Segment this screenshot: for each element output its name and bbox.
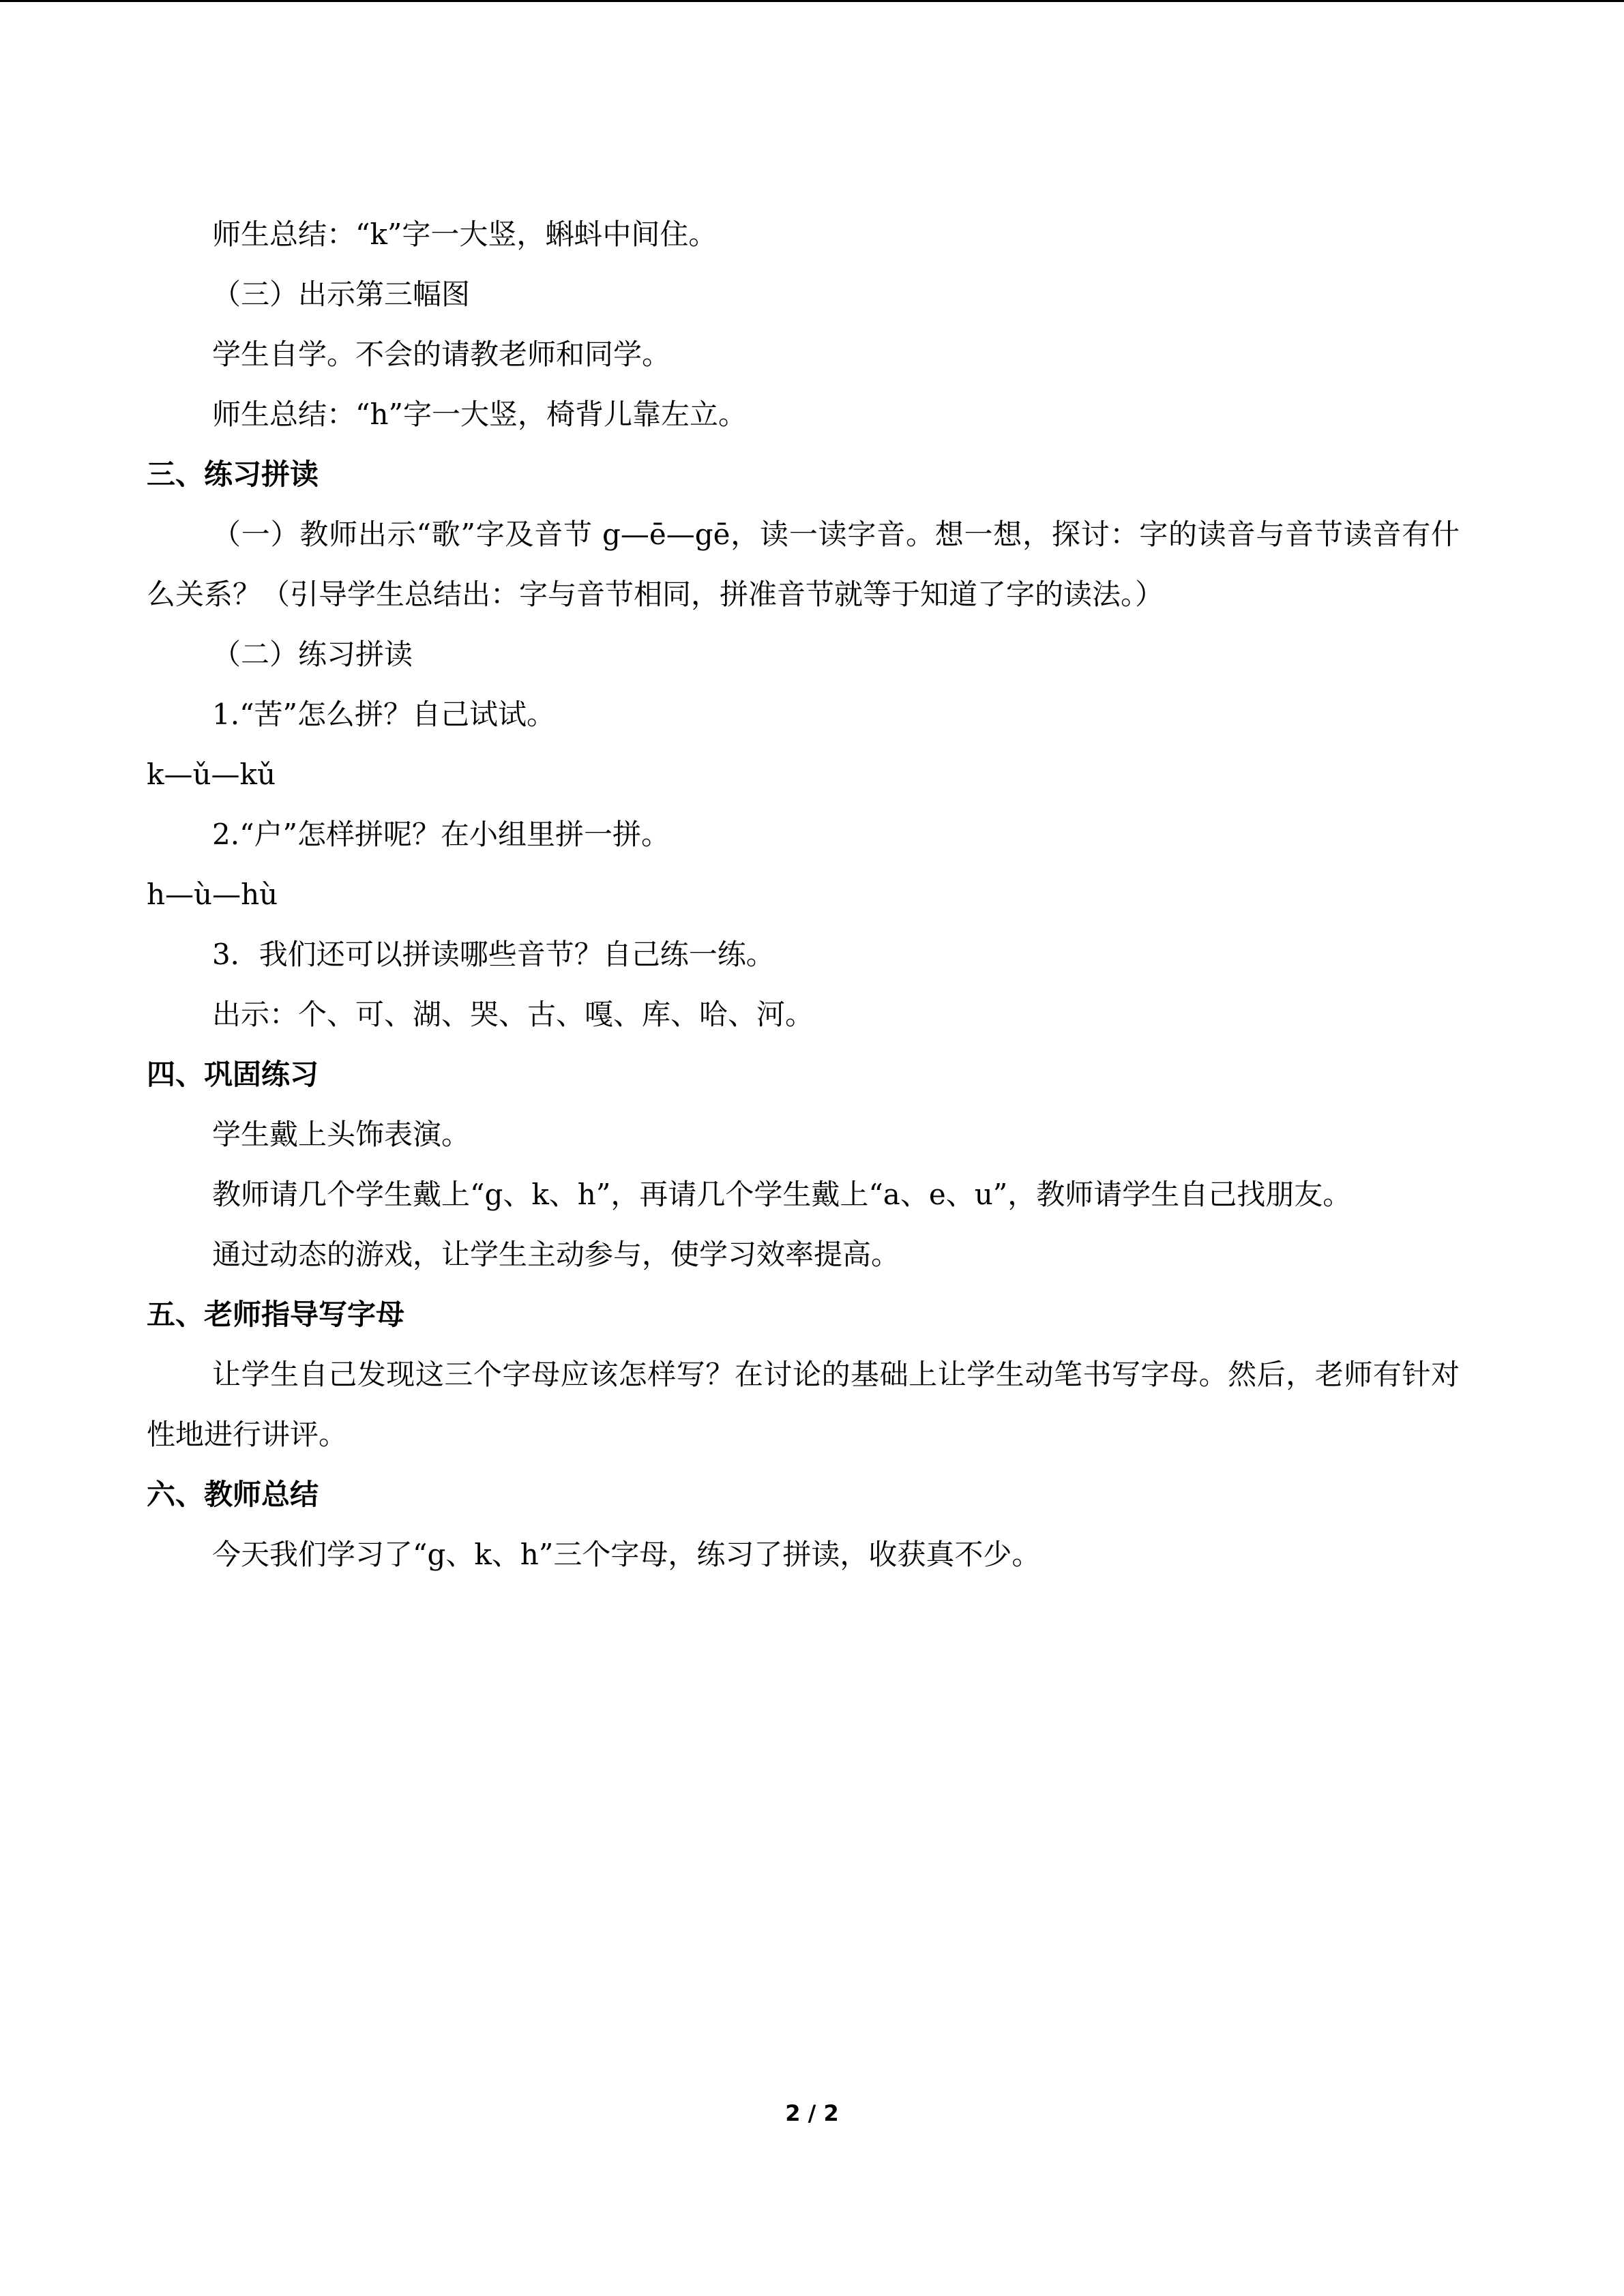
writing-paragraph: 让学生自己发现这三个字母应该怎样写？在讨论的基础上让学生动笔书写字母。然后，老师有针对性地进行讲评。 [147, 1358, 1460, 1451]
self-study-text: 学生自学。不会的请教老师和同学。 [212, 338, 671, 371]
top-border-line [0, 0, 1624, 2]
character-list: 出示：个、可、湖、哭、古、嘎、库、哈、河。 [212, 998, 814, 1031]
exercise-1: 1.“苦”怎么拼？自己试试。 [212, 698, 556, 731]
section-heading-summary: 六、教师总结 [147, 1478, 319, 1511]
summary-k: 师生总结：“k”字一大竖，蝌蚪中间住。 [212, 218, 718, 251]
syllable-hu: h—ù—hù [147, 878, 278, 911]
summary-h: 师生总结：“h”字一大竖，椅背儿靠左立。 [212, 398, 747, 431]
game-text: 通过动态的游戏，让学生主动参与，使学习效率提高。 [212, 1238, 900, 1271]
section-heading-writing: 五、老师指导写字母 [147, 1298, 405, 1331]
summary-text: 今天我们学习了“g、k、h”三个字母，练习了拼读，收获真不少。 [212, 1538, 1041, 1571]
step-third-picture: （三）出示第三幅图 [212, 278, 471, 311]
section-heading-consolidation: 四、巩固练习 [147, 1058, 319, 1091]
document-body [147, 205, 1460, 1585]
practice-reading-subtitle: （二）练习拼读 [212, 638, 413, 671]
headwear-performance: 学生戴上头饰表演。 [212, 1118, 471, 1151]
find-friends-paragraph: 教师请几个学生戴上“g、k、h”，再请几个学生戴上“a、e、u”，教师请学生自己找朋友。 [212, 1178, 1352, 1211]
page-number: 2 / 2 [785, 2100, 839, 2126]
exercise-3: 3．我们还可以拼读哪些音节？自己练一练。 [212, 938, 775, 971]
section-heading-practice-reading: 三、练习拼读 [147, 458, 319, 491]
exercise-2: 2.“户”怎样拼呢？在小组里拼一拼。 [212, 818, 670, 851]
practice-reading-paragraph: （一）教师出示“歌”字及音节 g—ē—gē，读一读字音。想一想，探讨：字的读音与音节读音有什么关系？（引导学生总结出：字与音节相同，拼准音节就等于知道了字的读法。） [147, 518, 1460, 611]
syllable-ku: k—ǔ—kǔ [147, 758, 276, 791]
